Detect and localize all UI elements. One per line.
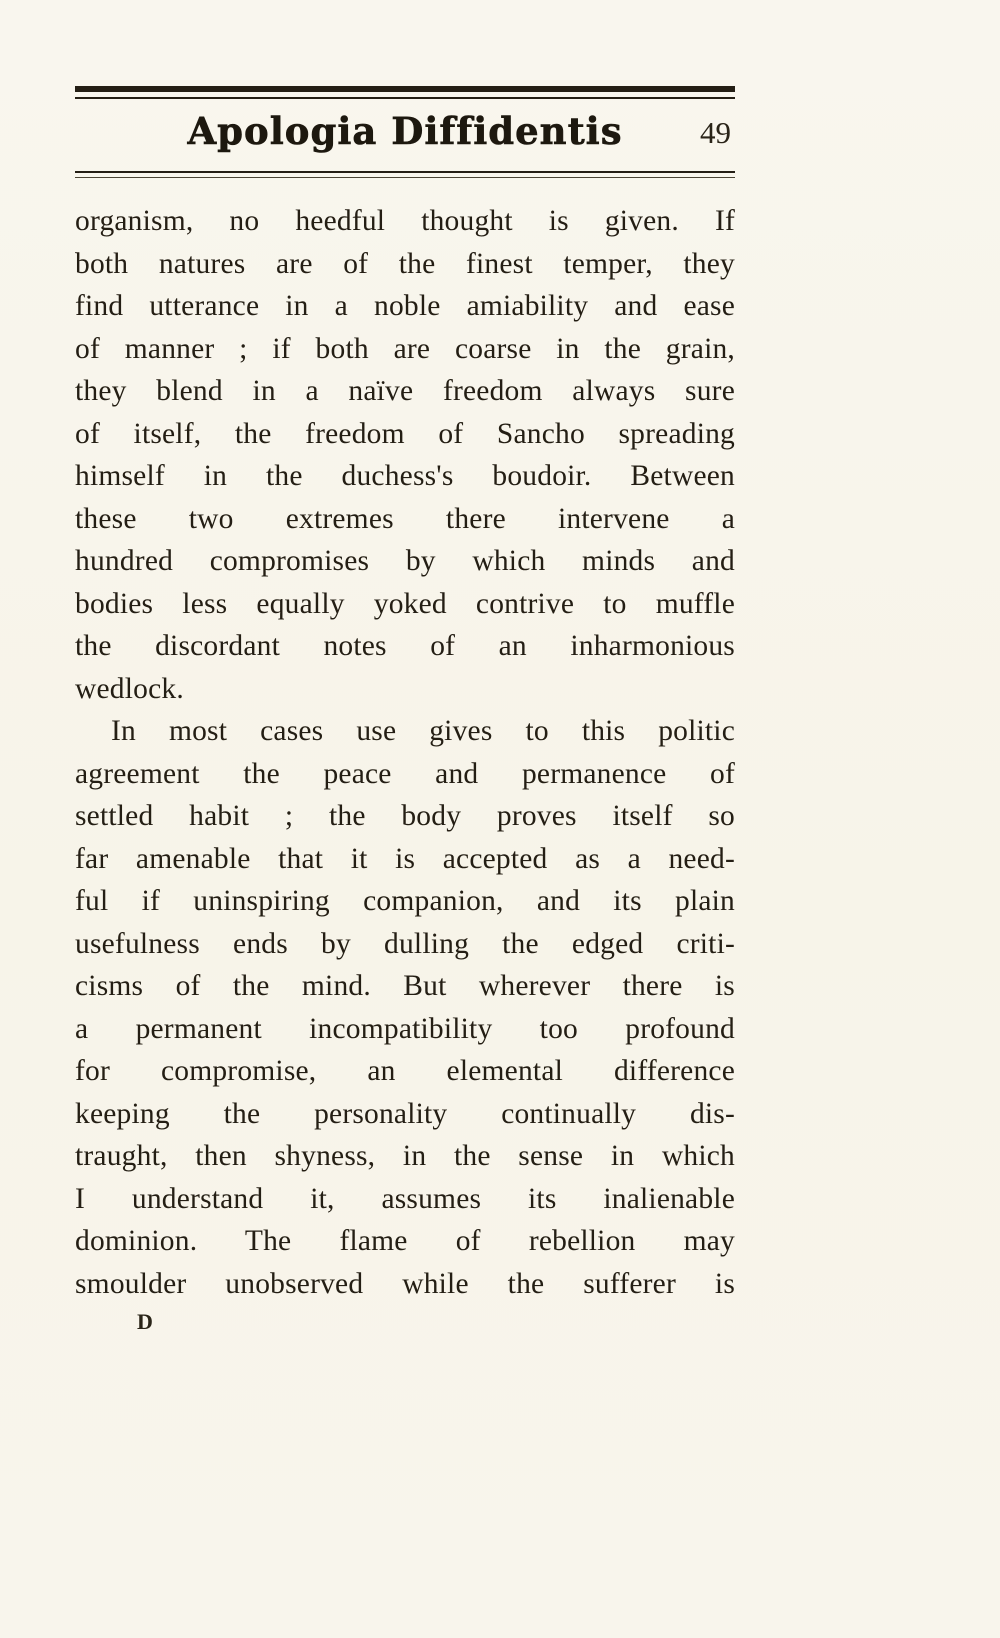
text-line: they blend in a naïve freedom always sure [75, 375, 735, 407]
text-line: usefulness ends by dulling the edged criti- [75, 927, 735, 960]
text-line: keeping the personality continually dis- [75, 1097, 735, 1130]
text-line: find utterance in a noble amiability and ease [75, 290, 735, 322]
page-number: 49 [700, 115, 731, 150]
text-line: organism, no heedful thought is given. If [75, 205, 735, 237]
text-line: far amenable that it is accepted as a need- [75, 842, 735, 875]
text-line: dominion. The flame of rebellion may [75, 1225, 735, 1257]
text-line: himself in the duchess's boudoir. Between [75, 460, 735, 492]
text-line: for compromise, an elemental difference [75, 1055, 735, 1087]
signature-mark: D [137, 1309, 153, 1334]
text-line: bodies less equally yoked contrive to muffle [75, 587, 735, 620]
body-text [75, 200, 735, 1305]
text-line: these two extremes there intervene a [75, 502, 735, 535]
text-line: cisms of the mind. But wherever there is [75, 970, 735, 1002]
signature-row [75, 1309, 735, 1335]
header-rule-lower [75, 177, 735, 178]
text-line: settled habit ; the body proves itself so [75, 800, 735, 832]
text-line: hundred compromises by which minds and [75, 545, 735, 577]
text-line: the discordant notes of an inharmonious [75, 630, 735, 662]
text-line: of manner ; if both are coarse in the grain, [75, 332, 735, 365]
text-line: traught, then shyness, in the sense in which [75, 1140, 735, 1172]
text-line: I understand it, assumes its inalienable [75, 1182, 735, 1215]
page-content [75, 0, 735, 1335]
top-rule-thick [75, 86, 735, 92]
text-line: a permanent incompatibility too profound [75, 1012, 735, 1045]
running-header [75, 109, 735, 165]
text-line: smoulder unobserved while the sufferer is [75, 1267, 735, 1300]
text-line: wedlock. [75, 672, 184, 705]
top-rule-thin [75, 97, 735, 99]
text-line: agreement the peace and permanence of [75, 757, 735, 790]
text-line: both natures are of the finest temper, they [75, 247, 735, 280]
header-rule-upper [75, 171, 735, 173]
text-line: of itself, the freedom of Sancho spreading [75, 417, 735, 450]
text-line: ful if uninspiring companion, and its plain [75, 885, 735, 917]
running-title: Apologia Diffidentis [187, 109, 623, 153]
text-line: In most cases use gives to this politic [111, 715, 735, 747]
